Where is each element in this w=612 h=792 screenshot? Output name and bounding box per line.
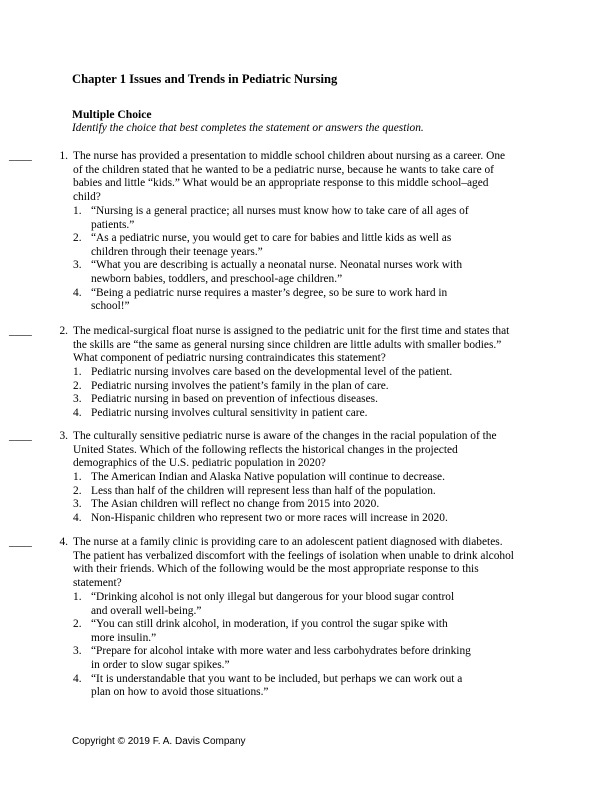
question-stem-line: the skills are “the same as general nursing since children are little adults with smaller bodies.” bbox=[73, 338, 502, 351]
answer-option[interactable] bbox=[73, 512, 543, 526]
section-heading: Multiple Choice bbox=[72, 108, 152, 121]
question-stem-line: The nurse at a family clinic is providing care to an adolescent patient diagnosed with diabetes. bbox=[73, 536, 503, 548]
page-title: Chapter 1 Issues and Trends in Pediatric Nursing bbox=[72, 72, 338, 86]
option-number: 1. bbox=[73, 591, 82, 603]
option-text-line: more insulin.” bbox=[91, 631, 157, 644]
option-text-line: patients.” bbox=[91, 218, 135, 231]
option-number: 4. bbox=[73, 672, 82, 685]
question-stem-line: with their friends. Which of the following would be the most appropriate response to this bbox=[73, 563, 479, 576]
option-text-line: Pediatric nursing involves cultural sensitivity in patient care. bbox=[91, 406, 368, 419]
option-text-line: Pediatric nursing involves the patient’s family in the plan of care. bbox=[91, 379, 389, 392]
question-stem-line: The patient has verbalized discomfort with the feelings of isolation when unable to drink alcohol bbox=[73, 549, 514, 562]
option-number: 3. bbox=[73, 393, 82, 406]
answer-option[interactable] bbox=[73, 471, 543, 485]
option-text-line: “What you are describing is actually a neonatal nurse. Neonatal nurses work with bbox=[91, 259, 463, 272]
question-number: 3. bbox=[59, 430, 68, 442]
answer-option[interactable] bbox=[73, 645, 543, 672]
option-text-line: The Asian children will reflect no change from 2015 into 2020. bbox=[91, 498, 380, 511]
option-text-line: “You can still drink alcohol, in moderation, if you control the sugar spike with bbox=[91, 618, 448, 631]
question-stem-line: of the children stated that he wanted to be a pediatric nurse, because he wants to take care of bbox=[73, 163, 494, 176]
option-text-line: school!” bbox=[91, 300, 130, 313]
answer-blank[interactable]: ____ bbox=[9, 325, 32, 337]
question-number: 4. bbox=[59, 536, 68, 548]
option-number: 1. bbox=[73, 366, 82, 378]
option-text-line: The American Indian and Alaska Native population will continue to decrease. bbox=[91, 471, 445, 483]
question-stem-line: demographics of the U.S. pediatric population in 2020? bbox=[73, 457, 326, 470]
question-stem-line: child? bbox=[73, 190, 101, 203]
option-number: 1. bbox=[73, 471, 82, 483]
answer-option[interactable] bbox=[73, 498, 543, 512]
answer-choices bbox=[73, 471, 543, 525]
option-text-line: Pediatric nursing involves care based on the developmental level of the patient. bbox=[91, 366, 453, 378]
answer-option[interactable] bbox=[73, 393, 543, 407]
option-number: 2. bbox=[73, 484, 82, 497]
option-number: 4. bbox=[73, 406, 82, 419]
copyright-footer: Copyright © 2019 F. A. Davis Company bbox=[72, 736, 246, 747]
option-text-line: “Nursing is a general practice; all nurses must know how to take care of all ages of bbox=[91, 205, 469, 217]
section-instructions: Identify the choice that best completes the statement or answers the question. bbox=[72, 122, 424, 134]
answer-choices bbox=[73, 205, 543, 314]
question-stem-line: The nurse has provided a presentation to middle school children about nursing as a career. One bbox=[73, 150, 506, 162]
answer-option[interactable] bbox=[73, 591, 543, 618]
option-number: 2. bbox=[73, 232, 82, 245]
question-stem bbox=[73, 430, 535, 471]
answer-blank[interactable]: ____ bbox=[9, 536, 32, 548]
question-number: 1. bbox=[59, 150, 68, 162]
option-number: 4. bbox=[73, 511, 82, 524]
question-stem-line: What component of pediatric nursing contraindicates this statement? bbox=[73, 352, 386, 365]
option-text-line: “Drinking alcohol is not only illegal but dangerous for your blood sugar control bbox=[91, 591, 455, 603]
question-stem bbox=[73, 150, 535, 204]
answer-option[interactable] bbox=[73, 287, 543, 314]
question-stem-line: The culturally sensitive pediatric nurse is aware of the changes in the racial population of the bbox=[73, 430, 497, 442]
option-number: 2. bbox=[73, 618, 82, 631]
option-number: 3. bbox=[73, 259, 82, 272]
answer-option[interactable] bbox=[73, 205, 543, 232]
question-stem-line: babies and little “kids.” What would be an appropriate response to this middle school–aged bbox=[73, 177, 489, 190]
option-number: 2. bbox=[73, 379, 82, 392]
question-stem bbox=[73, 325, 535, 366]
answer-option[interactable] bbox=[73, 380, 543, 394]
option-text-line: “It is understandable that you want to be included, but perhaps we can work out a bbox=[91, 672, 463, 685]
option-text-line: Less than half of the children will represent less than half of the population. bbox=[91, 484, 436, 497]
answer-blank[interactable]: ____ bbox=[9, 430, 32, 442]
answer-choices bbox=[73, 591, 543, 700]
option-number: 3. bbox=[73, 498, 82, 511]
option-text-line: plan on how to avoid those situations.” bbox=[91, 686, 269, 699]
option-text-line: newborn babies, toddlers, and preschool-age children.” bbox=[91, 272, 343, 285]
answer-option[interactable] bbox=[73, 366, 543, 380]
option-number: 1. bbox=[73, 205, 82, 217]
option-text-line: in order to slow sugar spikes.” bbox=[91, 658, 230, 671]
answer-choices bbox=[73, 366, 543, 420]
option-text-line: Pediatric nursing in based on prevention of infectious diseases. bbox=[91, 393, 378, 406]
question-stem bbox=[73, 536, 535, 590]
option-number: 4. bbox=[73, 286, 82, 299]
question-number: 2. bbox=[59, 325, 68, 337]
option-text-line: “As a pediatric nurse, you would get to care for babies and little kids as well as bbox=[91, 232, 452, 245]
question-stem-line: statement? bbox=[73, 576, 122, 589]
option-text-line: Non-Hispanic children who represent two or more races will increase in 2020. bbox=[91, 511, 448, 524]
answer-option[interactable] bbox=[73, 485, 543, 499]
answer-blank[interactable]: ____ bbox=[9, 150, 32, 162]
option-text-line: “Prepare for alcohol intake with more water and less carbohydrates before drinking bbox=[91, 645, 471, 658]
question-stem-line: United States. Which of the following reflects the historical changes in the projected bbox=[73, 443, 458, 456]
answer-option[interactable] bbox=[73, 618, 543, 645]
question-stem-line: The medical-surgical float nurse is assigned to the pediatric unit for the first time and states that bbox=[73, 325, 510, 337]
option-text-line: “Being a pediatric nurse requires a master’s degree, so be sure to work hard in bbox=[91, 286, 448, 299]
answer-option[interactable] bbox=[73, 407, 543, 421]
option-number: 3. bbox=[73, 645, 82, 658]
answer-option[interactable] bbox=[73, 232, 543, 259]
option-text-line: children through their teenage years.” bbox=[91, 245, 263, 258]
answer-option[interactable] bbox=[73, 259, 543, 286]
answer-option[interactable] bbox=[73, 673, 543, 700]
option-text-line: and overall well-being.” bbox=[91, 604, 202, 617]
